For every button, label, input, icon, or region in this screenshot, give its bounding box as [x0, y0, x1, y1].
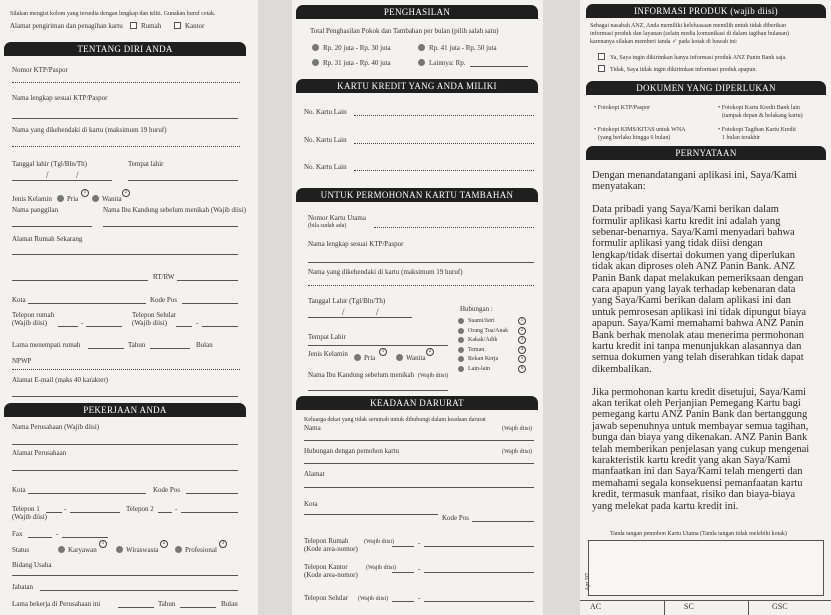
work-months-field[interactable] — [180, 607, 216, 608]
declaration-line: lengkap/tidak disertai dokumen yang diperlukan — [592, 249, 795, 261]
dash: - — [81, 319, 84, 327]
if-available-note: (bila sudah ada) — [308, 223, 347, 229]
residence-duration-label: Lama menempati rumah — [12, 341, 81, 349]
signature-box[interactable] — [588, 540, 824, 596]
declaration-line: cara apapun yang layak terhadap kebenaran data — [592, 284, 796, 295]
declaration-line: formulir aplikasi yang tidak diisi dengan — [592, 238, 763, 250]
doc-other-card: • Fotokopi Kartu Kredit Bank lain — [718, 105, 800, 111]
date-separator: / — [376, 307, 379, 317]
emergency-office-phone-field[interactable] — [424, 572, 534, 573]
supp-mother-name-field[interactable] — [308, 390, 448, 391]
emergency-office-phone-label: Telepon Kantor — [304, 563, 348, 571]
approval-divider — [664, 600, 665, 615]
option-number-1: 1 — [99, 540, 107, 548]
company-name-field[interactable] — [12, 444, 238, 445]
company-address-label: Alamat Perusahaan — [12, 449, 67, 457]
declaration-line: untuk pemrosesan aplikasi ini tidak dipungut biaya — [592, 306, 807, 318]
declaration-line: Panin Bank dapat melakukan pemeriksaan dengan — [592, 272, 804, 284]
wiraswasta-label: Wiraswasta — [126, 546, 159, 554]
signature-instruction: Tanda tangan pemohon Kartu Utama (Tanda tangan tidak melebihi kotak) — [610, 531, 787, 537]
company-city-label: Kota — [12, 486, 26, 494]
company-postcode-field[interactable] — [186, 493, 238, 494]
npwp-field[interactable] — [12, 369, 240, 370]
supp-card-name-field[interactable] — [308, 285, 534, 286]
other-card-field-2[interactable] — [354, 143, 534, 144]
emergency-city-label: Kota — [304, 500, 318, 508]
relation-option-label: Rekan Kerja — [468, 356, 499, 362]
company-postcode-label: Kode Pos — [153, 486, 181, 494]
dash: - — [418, 594, 421, 602]
radio-wanita[interactable] — [92, 195, 99, 202]
emergency-city-field[interactable] — [304, 514, 438, 515]
phone1-area-field[interactable] — [46, 512, 62, 513]
section-header-darurat: KEADAAN DARURAT — [296, 396, 538, 410]
option-number-2: 2 — [426, 348, 434, 356]
fax-area-field[interactable] — [28, 537, 52, 538]
dash: - — [175, 505, 178, 513]
work-years-field[interactable] — [118, 607, 154, 608]
required-note: (Wajib diisi) — [364, 539, 395, 545]
doc-statement-note: 1 bulan terakhir — [722, 135, 760, 141]
status-label: Status — [12, 546, 30, 554]
declaration-line: manfaatkan ini dan Saya/Kami telah mengerti dan — [592, 466, 803, 478]
emergency-home-area-field[interactable] — [392, 546, 414, 547]
company-name-label: Nama Perusahaan (Wajib diisi) — [12, 423, 100, 431]
emergency-home-phone-label: Telepon Rumah — [304, 537, 349, 545]
home-address-label: Alamat Rumah Sekarang — [12, 235, 83, 243]
emergency-mobile-label: Telepon Selular — [304, 594, 349, 602]
doc-other-card-note: (tampak depan & belakang kartu) — [722, 113, 803, 119]
dash: - — [64, 505, 67, 513]
work-duration-label: Lama bekerja di Perusahaan ini — [12, 600, 101, 608]
supp-full-name-label: Nama lengkap sesuai KTP/Paspor — [308, 240, 404, 248]
option-number-5: 5 — [518, 355, 526, 363]
declaration-line: Dengan menandatangani aplikasi ini, Saya/Kami — [592, 170, 797, 181]
wanita-label: Wanita — [102, 195, 122, 203]
fax-field[interactable] — [62, 537, 108, 538]
radio-karyawan[interactable] — [58, 546, 65, 553]
other-card-field-3[interactable] — [354, 170, 534, 171]
option-number-1: 1 — [518, 317, 526, 325]
card-name-label: Nama yang dikehendaki di kartu (maksimum 19 huruf) — [12, 126, 167, 134]
rtrw-field[interactable] — [177, 280, 238, 281]
radio-income-2[interactable] — [418, 44, 425, 51]
declaration-line: memahami segala konsekuensi pemanfaatan kartu — [592, 477, 803, 489]
ktp-label: Nomor KTP/Paspor — [12, 66, 68, 74]
gender-label: Jenis Kelamin — [12, 195, 52, 203]
option-number-1: 1 — [81, 189, 89, 197]
relation-option-label: Lain-lain — [468, 365, 490, 372]
required-note: (Wajib diisi) — [12, 319, 48, 327]
declaration-line: apapun. Saya/Kami memahami bahwa ANZ Panin — [592, 318, 804, 330]
option-number-3: 3 — [518, 336, 526, 344]
mobile-area-field[interactable] — [176, 326, 192, 327]
fax-label: Fax — [12, 530, 23, 538]
declaration-line: dikembalikan. — [592, 363, 652, 375]
approval-divider — [580, 600, 831, 601]
supp-birth-place-field[interactable] — [308, 345, 448, 346]
profesional-label: Profesional — [185, 546, 217, 554]
mother-name-field[interactable] — [103, 226, 238, 227]
income-other-field[interactable] — [470, 66, 528, 67]
company-address-field[interactable] — [12, 470, 238, 471]
radio-income-3[interactable] — [312, 59, 319, 66]
emergency-mobile-area-field[interactable] — [392, 601, 414, 602]
radio-pria[interactable] — [57, 195, 64, 202]
option-ya-label: Ya, Saya ingin dikirimkan hanya informasi produk ANZ Panin Bank saja. — [610, 55, 787, 61]
birth-date-field[interactable] — [12, 180, 112, 181]
home-address-field[interactable] — [12, 254, 238, 255]
income-option-4: Lainnya: Rp. — [429, 59, 466, 67]
emergency-note: Keluarga dekat yang tidak serumah untuk dihubungi dalam keadaan darurat — [304, 417, 486, 423]
months-label: Bulan — [196, 341, 213, 349]
main-card-number-field[interactable] — [374, 227, 534, 228]
declaration-line: telah memberikan penjelasan yang cukup mengenai — [592, 443, 810, 455]
business-field-label: Bidang Usaha — [12, 561, 52, 569]
radio-relation[interactable] — [458, 328, 464, 334]
dash: - — [418, 539, 421, 547]
city-field[interactable] — [28, 303, 146, 304]
section-header-kartu-tambahan: UNTUK PERMOHONAN KARTU TAMBAHAN — [296, 188, 538, 202]
emergency-address-field[interactable] — [304, 487, 534, 488]
home-address-field-2[interactable] — [12, 280, 148, 281]
birth-date-label: Tanggal lahir (Tgl/Bln/Th) — [12, 160, 87, 168]
card-name-field[interactable] — [12, 146, 240, 147]
required-note: (Wajib diisi) — [12, 513, 48, 521]
city-label: Kota — [12, 296, 26, 304]
checkbox-tidak[interactable] — [598, 65, 605, 72]
emergency-home-phone-field[interactable] — [424, 546, 534, 547]
option-number-4: 4 — [518, 346, 526, 354]
approval-sc: SC — [684, 602, 694, 611]
required-note: (Wajib diisi) — [418, 373, 449, 379]
email-label: Alamat E-mail (maks 40 karakter) — [12, 376, 109, 384]
rumah-label: Rumah — [141, 22, 162, 30]
income-option-3: Rp. 31 juta - Rp. 40 juta — [323, 59, 391, 67]
company-city-field[interactable] — [28, 493, 146, 494]
declaration-line: sebenar-benarnya. Saya/Kami menyadari bahwa — [592, 227, 795, 238]
postcode-field[interactable] — [182, 303, 238, 304]
phone1-label: Telepon 1 — [12, 505, 40, 513]
section-header-penghasilan: PENGHASILAN — [296, 5, 538, 19]
checkbox-rumah[interactable] — [130, 22, 137, 29]
mobile-phone-label: Telepon Selular — [132, 311, 177, 319]
declaration-line: akan terikat oleh Perjanjian Pemegang Kartu bagi — [592, 398, 801, 409]
approval-divider — [748, 600, 749, 615]
pria-label: Pria — [67, 195, 79, 203]
main-card-number-label: Nomor Kartu Utama — [308, 214, 366, 222]
income-question: Total Penghasilan Pokok dan Tambahan per bulan (pilih salah satu) — [310, 27, 499, 35]
radio-relation[interactable] — [458, 318, 464, 324]
ktp-field[interactable] — [12, 82, 240, 83]
full-name-label: Nama lengkap sesuai KTP/Paspor — [12, 94, 108, 102]
info-text-3: karenanya silakan memberi tanda ✓ pada kotak di bawah ini: — [590, 39, 738, 45]
karyawan-label: Karyawan — [68, 546, 97, 554]
supp-pria-label: Pria — [364, 354, 376, 362]
radio-income-1[interactable] — [312, 44, 319, 51]
date-separator: / — [76, 170, 79, 180]
other-card-label: No. Kartu Lain — [304, 108, 347, 116]
emergency-name-field[interactable] — [304, 440, 534, 441]
required-note: (Wajib diisi) — [366, 565, 397, 571]
supp-wanita-label: Wanita — [406, 354, 426, 362]
phone2-label: Telepon 2 — [126, 505, 154, 513]
emergency-postcode-label: Kode Pos — [442, 514, 470, 522]
npwp-label: NPWP — [12, 357, 32, 365]
doc-kims-note: (yang berlaku hingga 6 bulan) — [598, 135, 671, 141]
option-tidak-label: Tidak, Saya tidak ingin dikirimkan informasi produk apapun. — [610, 67, 757, 73]
dash: - — [56, 530, 59, 538]
home-phone-label: Telepon rumah — [12, 311, 55, 319]
declaration-line: jawab sepenuhnya untuk membayar semua tagihan, — [592, 420, 809, 432]
section-header-dokumen: DOKUMEN YANG DIPERLUKAN — [586, 81, 826, 95]
supp-full-name-field[interactable] — [308, 262, 534, 263]
info-text-2: informasi produk dan layanan (selain media komunikasi di dalam tagihan bulanan) — [590, 31, 789, 37]
work-months-label: Bulan — [221, 600, 238, 608]
emergency-relation-field[interactable] — [304, 463, 534, 464]
info-text-1: Sebagai nasabah ANZ, Anda memiliki keleluasaan memilih untuk tidak diberikan — [590, 23, 786, 29]
option-number-2: 2 — [518, 327, 526, 335]
date-separator: / — [46, 170, 49, 180]
other-card-label: No. Kartu Lain — [304, 136, 347, 144]
area-code-note: (Kode area-nomor) — [304, 571, 358, 579]
section-header-pernyataan: PERNYATAAN — [586, 146, 826, 160]
doc-statement: • Fotokopi Tagihan Kartu Kredit — [718, 127, 796, 133]
radio-relation[interactable] — [458, 356, 464, 362]
kantor-label: Kantor — [185, 22, 205, 30]
form-version: Apr '07 — [585, 573, 591, 591]
other-card-label: No. Kartu Lain — [304, 163, 347, 171]
declaration-line: semua dokumen yang telah diserahkan tidak dapat — [592, 352, 804, 364]
date-separator: / — [342, 307, 345, 317]
option-number-6: 6 — [518, 365, 526, 373]
option-number-3: 3 — [219, 540, 227, 548]
area-code-note: (Kode area-nomor) — [304, 545, 358, 553]
years-label: Tahun — [128, 341, 146, 349]
rtrw-label: RT/RW — [153, 273, 175, 281]
birth-place-field[interactable] — [128, 180, 238, 181]
radio-profesional[interactable] — [175, 546, 182, 553]
residence-months-field[interactable] — [150, 348, 190, 349]
supp-birth-date-field[interactable] — [308, 317, 412, 318]
emergency-name-label: Nama — [304, 424, 321, 432]
radio-supp-wanita[interactable] — [396, 354, 403, 361]
required-note: (Wajib diisi) — [502, 449, 533, 455]
declaration-line: Jika permohonan kartu kredit disetujui, Saya/Kami — [592, 386, 807, 398]
checkbox-ya[interactable] — [598, 53, 605, 60]
relation-option-label: Kakak/Adik — [468, 337, 498, 343]
income-option-1: Rp. 20 juta - Rp. 30 juta — [323, 44, 391, 52]
radio-supp-pria[interactable] — [354, 354, 361, 361]
option-number-1: 1 — [379, 348, 387, 356]
dash: - — [418, 565, 421, 573]
postcode-label: Kode Pos — [150, 296, 178, 304]
emergency-postcode-field[interactable] — [472, 521, 534, 522]
required-note: (Wajib diisi) — [132, 319, 168, 327]
home-phone-area-field[interactable] — [58, 326, 78, 327]
supp-card-name-label: Nama yang dikehendaki di kartu (maksimum 19 huruf) — [308, 268, 463, 276]
declaration-line: menyatakan: — [592, 181, 646, 193]
mailing-address-label: Alamat pengiriman dan penagihan kartu — [10, 22, 123, 30]
home-phone-field[interactable] — [86, 326, 122, 327]
supp-birth-date-label: Tanggal Lahir (Tgl/Bln/Th) — [308, 297, 386, 305]
position-field[interactable] — [40, 590, 238, 591]
required-note: (Wajib diisi) — [358, 596, 389, 602]
declaration-line: kartu kredit ini tanpa menunjukkan alasannya dan — [592, 341, 802, 352]
doc-ktp: • Fotokopi KTP/Paspor — [594, 105, 651, 111]
nickname-label: Nama panggilan — [12, 206, 59, 214]
declaration-line: karakteristik kartu kredit yang akan Saya/Kami — [592, 455, 791, 466]
required-note: (Wajib diisi) — [502, 426, 533, 432]
section-header-kartu-kredit: KARTU KREDIT YANG ANDA MILIKI — [296, 79, 538, 93]
emergency-office-area-field[interactable] — [392, 572, 414, 573]
supp-mother-name-label: Nama Ibu Kandung sebelum menikah — [308, 371, 415, 379]
nickname-field[interactable] — [12, 226, 92, 227]
work-years-label: Tahun — [158, 600, 176, 608]
radio-relation[interactable] — [458, 347, 464, 353]
relation-option-label: Suami/Istri — [468, 318, 495, 324]
radio-wiraswasta[interactable] — [116, 546, 123, 553]
dash: - — [196, 319, 199, 327]
declaration-line: bunga dan biaya yang dikenakan. ANZ Panin Bank — [592, 432, 808, 444]
supp-gender-label: Jenis Kelamin — [308, 350, 348, 358]
fold-gutter — [543, 0, 580, 615]
declaration-line: Bank berhak menolak atau menerima permohonan — [592, 329, 804, 341]
section-header-informasi-produk: INFORMASI PRODUK (wajib diisi) — [586, 4, 826, 18]
declaration-line: yang melekat pada kartu kredit ini. — [592, 500, 739, 512]
declaration-line: pemegang kartu ANZ Panin Bank dan bertanggung — [592, 409, 808, 421]
income-option-2: Rp. 41 juta - Rp. 50 juta — [429, 44, 497, 52]
emergency-mobile-field[interactable] — [424, 601, 534, 602]
section-header-pekerjaan: PEKERJAAN ANDA — [4, 403, 246, 417]
other-card-field-1[interactable] — [354, 115, 534, 116]
mobile-phone-field[interactable] — [202, 326, 238, 327]
checkbox-kantor[interactable] — [174, 22, 181, 29]
declaration-line: yang Saya/Kami berikan dalam aplikasi ini dan — [592, 295, 791, 307]
relation-option-label: Orang Tua/Anak — [468, 327, 509, 334]
residence-years-field[interactable] — [88, 348, 124, 349]
approval-ac: AC — [590, 602, 602, 611]
approval-gsc: GSC — [772, 602, 788, 611]
position-label: Jabatan — [12, 583, 33, 591]
relation-label: Hubungan : — [460, 305, 493, 313]
birth-place-label: Tempat lahir — [128, 160, 164, 168]
option-number-2: 2 — [122, 189, 130, 197]
supp-birth-place-label: Tempat Lahir — [308, 333, 346, 341]
declaration-line: kredit, termasuk manfaat, risiko dan biaya-biaya — [592, 489, 796, 501]
declaration-line: tidak akan diproses oleh ANZ Panin Bank. ANZ — [592, 261, 795, 273]
full-name-field[interactable] — [12, 118, 238, 119]
section-header-tentang-diri: TENTANG DIRI ANDA — [4, 42, 246, 56]
radio-relation[interactable] — [458, 337, 464, 343]
phone1-field[interactable] — [70, 512, 120, 513]
option-number-2: 2 — [160, 540, 168, 548]
email-field[interactable] — [12, 396, 238, 397]
panel-personal-info — [0, 0, 258, 615]
panel-income-cards — [292, 0, 543, 615]
emergency-address-label: Alamat — [304, 470, 325, 478]
phone2-field[interactable] — [181, 512, 238, 513]
mother-name-label: Nama Ibu Kandung sebelum menikah (Wajib diisi) — [103, 206, 246, 214]
phone2-area-field[interactable] — [158, 512, 172, 513]
emergency-relation-label: Hubungan dengan pemohon kartu — [304, 447, 400, 455]
instructions-text: Silakan mengisi kolom yang tersedia dengan lengkap dan teliti. Gunakan huruf cetak. — [10, 11, 216, 17]
radio-income-4[interactable] — [418, 59, 425, 66]
doc-kims: • Fotokopi KIMS/KITAS untuk WNA — [594, 127, 686, 133]
declaration-line: formulir aplikasi kartu kredit ini adalah yang — [592, 215, 781, 227]
declaration-line: Data pribadi yang Saya/Kami berikan dalam — [592, 204, 779, 216]
relation-option-label: Teman — [468, 346, 485, 353]
business-field-input[interactable] — [12, 575, 238, 576]
fold-gutter — [258, 0, 292, 615]
radio-relation[interactable] — [458, 366, 464, 372]
panel-product-statement — [580, 0, 831, 615]
